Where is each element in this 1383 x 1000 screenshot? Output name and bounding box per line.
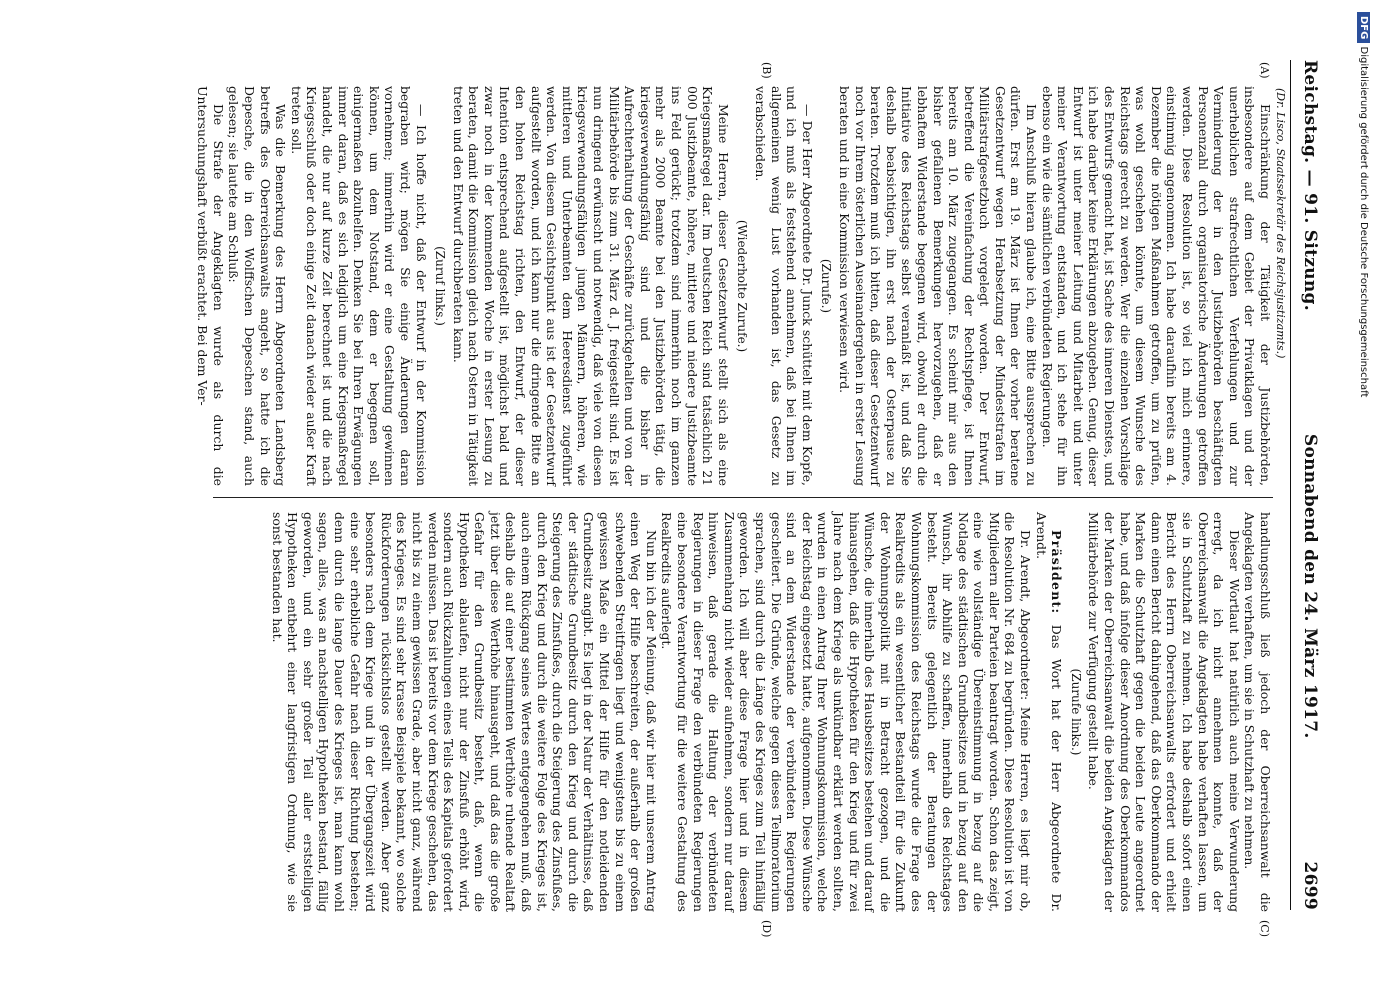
left-column <box>195 86 1273 486</box>
interjection: (Zurufe.) <box>819 258 834 314</box>
interjection: (Wiederholte Zurufe.) <box>735 219 750 353</box>
paragraph: — Ich hoffe nicht, daß der Entwurf in der Kommission begraben wird; mögen Sie einige Änderungen daran vornehmen; immerhin wird er eine Gestaltung gewinnen können, um dem Notstand, dem er begegnen soll, einigermaßen abzuhelfen. Denken Sie bei Ihren Erwägungen immer daran, daß es sich lediglich um eine Kriegsmaßregel handelt, die nur auf kurze Zeit berechnet ist und die nach Kriegsschluß oder doch einige Zeit danach wieder außer Kraft treten soll. <box>288 86 429 486</box>
paragraph: Die Strafe der Angeklagten wurde als durch die Untersuchungshaft verbüßt erachtet. Bei dem Ver- <box>195 86 226 486</box>
digitization-strip <box>1356 8 1376 728</box>
digitization-note: Digitalisierung gefördert durch die Deutsche Forschungsgemeinschaft <box>1358 46 1369 398</box>
margin-mark-d: (D) <box>760 920 773 938</box>
paragraph: handlungsschluß ließ jedoch der Oberreichsanwalt die Angeklagten verhaften, um sie in Schutzhaft zu nehmen. <box>1242 512 1273 912</box>
dfg-logo: DFG <box>1357 12 1370 43</box>
president-line <box>1033 512 1064 912</box>
column-divider <box>213 497 1273 498</box>
president-text: Das Wort hat der Herr Abgeordnete Dr. Arendt. <box>1033 512 1065 912</box>
speaker-header: (Dr. Lisco, Staatssekretär des Reichsjustizamts.) <box>1274 88 1287 359</box>
interjection: (Zuruf links.) <box>433 246 448 326</box>
header-rule <box>1290 60 1291 910</box>
paragraph: Meine Herren, dieser Gesetzentwurf stellt sich als eine Kriegsmaßregel dar. Im Deutschen Reich sind tatsächlich 21 000 Justizbeamte, höhere, mittlere und niedere Justizbeamte ins Feld gerückt; trotzdem sind immerhin noch im ganzen mehr als 2000 Beamte bei den Justizbehörden tätig, die kriegsverwendungsfähig sind und die bisher in Aufrechterhaltung der Geschäfte zurückgehalten und von der Militärbehörde bis zum 31. März d. J. freigestellt sind. Es ist nun dringend erwünscht und notwendig, daß viele von diesen kriegsverwendungsfähigen jungen Männern, höheren, wie mittleren und Unterbeamten dem Heeresdienst zugeführt werden. Von diesem Gesichtspunkt aus ist der Gesetzentwurf aufgestellt worden, und ich kann nur die dringende Bitte an den hohen Reichstag richten, den Entwurf, der dieser Intention entsprechend aufgestellt ist, möglichst bald und zwar noch in der kommenden Woche in erster Lesung zu beraten, damit die Kommission gleich nach Ostern in Tätigkeit treten und den Entwurf durchberaten kann. <box>450 86 731 486</box>
paragraph: Dr. Arendt, Abgeordneter: Meine Herren, es liegt mir ob, die Resolution Nr. 684 zu begründen. Diese Resolution ist von Mitgliedern aller Parteien beantragt worden. Schon das zeigt, eine wie vollständige Übereinstimmung in bezug auf die Notlage des städtischen Grundbesitzes und in bezug auf den Wunsch, ihr Abhilfe zu schaffen, innerhalb des Reichstages besteht. Bereits gelegentlich der Beratungen der Wohnungskommission des Reichstags wurde die Frage des Realkredits als ein wesentlicher Bestandteil für die Zukunft der Wohnungspolitik mit in Betracht gezogen, und die Wünsche, die innerhalb des Hausbesitzes bestehen und darauf hinausgehen, daß die Hypotheken für den Krieg und für zwei Jahre nach dem Kriege als unkündbar erklärt werden sollten, wurden in einen Antrag Ihrer Wohnungskommission, welche der Reichstag eingesetzt hatte, aufgenommen. Diese Wünsche sind an dem Widerstande der verbündeten Regierungen gescheitert. Die Gründe, welche gegen dieses Teilmoratorium sprachen, sind durch die Länge des Krieges zum Teil hinfällig geworden. Ich will aber diese Frage hier und in diesem Zusammenhang nicht wieder aufnehmen, sondern nur darauf hinweisen, daß gerade die Haltung der verbündeten Regierungen in dieser Frage den verbündeten Regierungen eine besondere Verantwortung für die weitere Gestaltung des Realkredits auferlegt. <box>659 512 1034 912</box>
page-number: 2699 <box>1300 861 1320 910</box>
margin-mark-c: (C) <box>1258 920 1271 937</box>
paragraph: Nun bin ich der Meinung, daß wir hier mit unserem Antrag einen Weg der Hilfe beschreiten, der außerhalb der großen schwebenden Streitfragen liegt und wenigstens bis zu einem gewissen Maße ein Mittel der Hilfe für den notleidenden Grundbesitz angibt. Es liegt in der Natur der Verhältnisse, daß der städtische Grundbesitz durch den Krieg und durch die Steigerung des Zinsfußes, durch die Steigerung des Zinsfußes, durch den Krieg und durch die weitere Folge des Krieges ist, auch einem Rückgang seines Wertes entgegengehen muß, daß deshalb die auf einer bestimmten Werthöhe ruhende Realtaft jetzt über diese Werthöhe hinausgeht, und daß das die große Gefahr für den Grundbesitz besteht, daß, wenn die Hypotheken ablaufen, nicht nur der Zinsfuß erhöht wird, sondern auch Rückzahlungen eines Teils des Kapitals gefordert werden müssen. Das ist bereits vor dem Kriege geschehen, das nicht bis zu einem gewissen Grade, aber nicht ganz, während des Krieges. Es sind sehr krasse Beispiele bekannt, wo solche Rückforderungen rücksichtslos gestellt werden. Aber ganz besonders nach dem Kriege und in der Übergangszeit wird eine sehr erhebliche Gefahr nach dieser Richtung bestehen; denn durch die lange Dauer des Krieges ist, man kann wohl sagen, alles, was an nachstelligen Hypotheken bestand, fällig geworden, und ein sehr großer Teil aller erststelligen Hypotheken entbehrt einer langfristigen Ordnung, wie sie sonst bestanden hat. <box>269 512 659 912</box>
paragraph: Im Anschluß hieran glaube ich, eine Bitte aussprechen zu dürfen. Erst am 19. März ist Ihnen der vorher beratene Gesetzentwurf wegen Herabsetzung der Mindeststrafen im Militärstrafgesetzbuch vorgelegt worden. Der Entwurf, betreffend die Vereinfachung der Rechtspflege, ist Ihnen bereits am 10. März zugegangen. Es scheint mir aus den bisher gefallenen Bemerkungen hervorzugehen, daß er lebhaftem Widerstande begegnen wird, obwohl er durch die Initiative des Reichstags selbst veranlaßt ist, und daß Sie deshalb beabsichtigen, ihn erst nach der Osterpause zu beraten. Trotzdem muß ich bitten, daß dieser Gesetzentwurf noch vor Ihrem österlichen Auseinandergehen in erster Lesung beraten und in eine Kommission verwiesen wird. <box>836 86 1040 486</box>
page-header <box>1295 60 1325 910</box>
margin-mark-a: (A) <box>1258 62 1271 79</box>
paragraph: Einschränkung der Tätigkeit der Justizbehörden, insbesondere auf dem Gebiet der Privatklagen und der unerheblichen strafrechtlichen Verfehlungen und zur Verminderung der in den Justizbehörden beschäftigten Personenzahl durch organisatorische Änderungen getroffen werden. Diese Resolution ist, so viel ich mich erinnere, einstimmig angenommen. Ich habe daraufhin bereits am 4. Dezember die nötigen Maßnahmen getroffen, um zu prüfen, was wohl geschehen könnte, um diesem Wunsche des Reichstags gerecht zu werden. Wer die einzelnen Vorschläge des Entwurfs gemacht hat, ist Sache des inneren Dienstes, und ich habe darüber keine Erklärungen abzugeben. Genug, dieser Entwurf ist unter meiner Leitung und Mitarbeit und unter meiner Verantwortung entstanden, und ich stehe für ihn ebenso ein wie die sämtlichen verbündeten Regierungen. <box>1039 86 1273 486</box>
paragraph: Was die Bemerkung des Herrn Abgeordneten Landsberg betreffs des Oberreichsanwalts angeht, so hatte ich die Depesche, die in den Wolffschen Depeschen stand, auch gelesen; sie lautete am Schluß: <box>226 86 289 486</box>
right-column <box>269 512 1273 912</box>
president-label: Präsident: <box>1049 530 1065 615</box>
interjection: (Zurufe links.) <box>1068 668 1083 756</box>
paragraph: — Der Herr Abgeordnete Dr. Junck schüttelt mit dem Kopfe, und ich muß als feststehend annehmen, daß bei Ihnen im allgemeinen wenig Lust vorhanden ist, das Gesetz zu verabschieden. <box>753 86 815 486</box>
paragraph: Dieser Wortlaut hat natürlich auch meine Verwunderung erregt, da ich nicht annehmen konnte, daß der Oberreichsanwalt die Angeklagten habe verhaften lassen, um sie in Schutzhaft zu nehmen. Ich habe deshalb sofort einen Bericht des Herrn Oberreichsanwalts erfordert und erhielt dann einen Bericht dahingehend, daß das Oberkommando der Marken die Schutzhaft gegen die beiden Leute angeordnet habe, und daß infolge dieser Anordnung des Oberkommandos der Marken der Oberreichsanwalt die beiden Angeklagten der Militärbehörde zur Verfügung gestellt habe. <box>1086 512 1242 912</box>
header-date: Sonnabend den 24. März 1917. <box>1300 433 1320 739</box>
header-left: Reichstag. — 91. Sitzung. <box>1300 60 1320 311</box>
margin-mark-b: (B) <box>760 62 773 79</box>
